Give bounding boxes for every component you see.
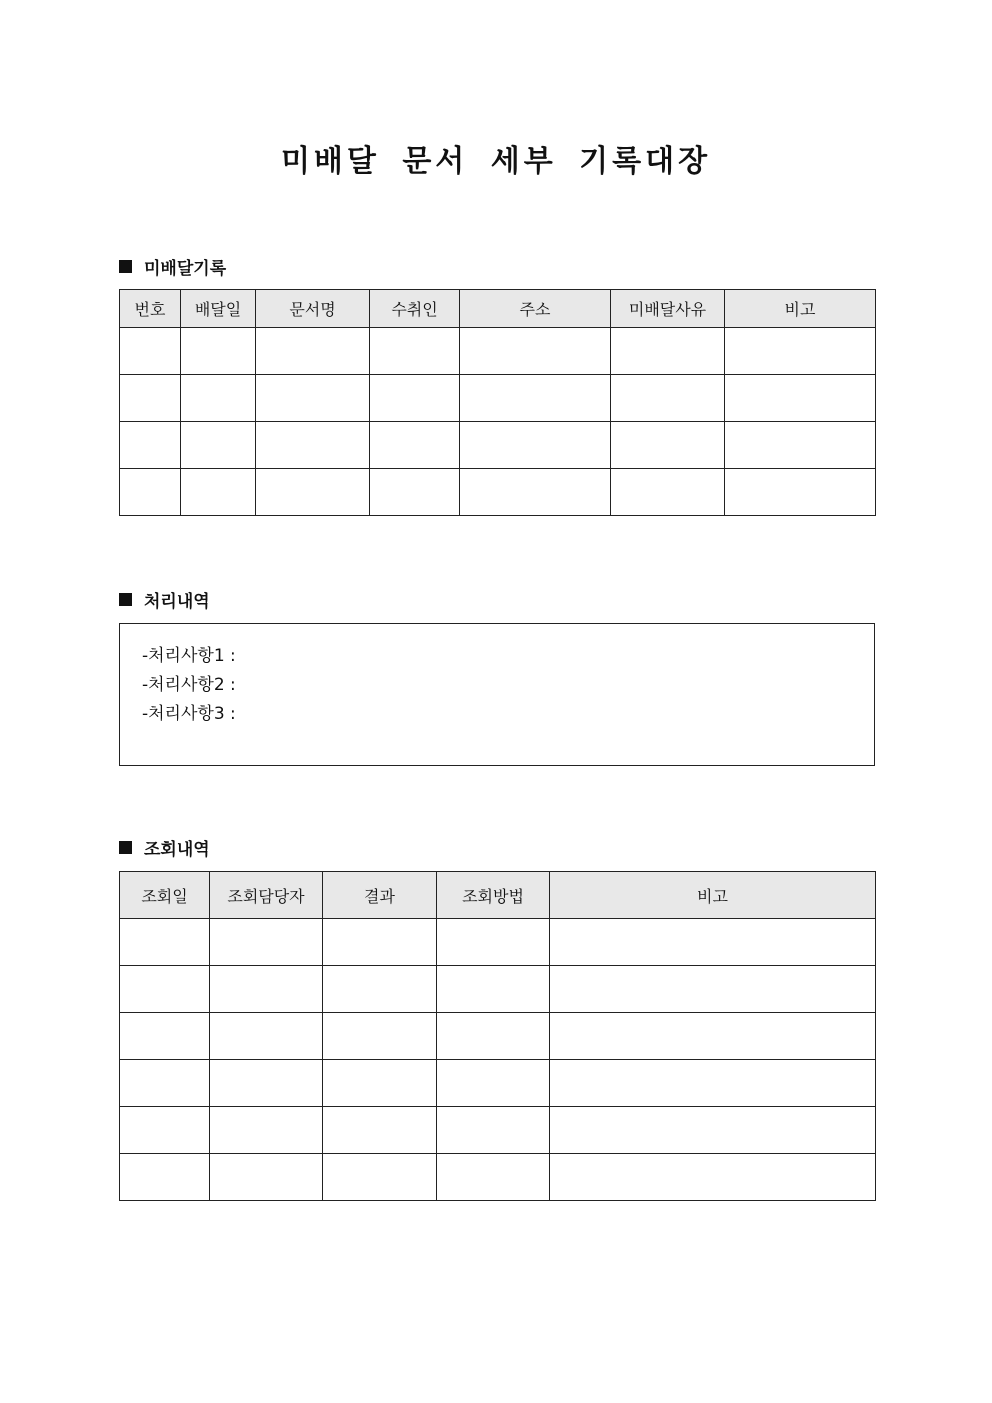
table-cell[interactable] xyxy=(550,1154,876,1201)
table-cell[interactable] xyxy=(460,422,611,469)
processing-item: -처리사항2 : xyxy=(142,675,236,695)
column-header: 비고 xyxy=(550,872,876,919)
table-cell[interactable] xyxy=(181,469,256,516)
table-cell[interactable] xyxy=(437,1060,550,1107)
section-heading-inquiry xyxy=(119,835,210,860)
column-header: 번호 xyxy=(120,290,181,328)
column-header: 주소 xyxy=(460,290,611,328)
table-cell[interactable] xyxy=(256,469,370,516)
table-cell[interactable] xyxy=(370,422,460,469)
table-row xyxy=(120,328,876,375)
column-header: 수취인 xyxy=(370,290,460,328)
table-cell[interactable] xyxy=(120,328,181,375)
table-cell[interactable] xyxy=(120,919,210,966)
table-cell[interactable] xyxy=(550,966,876,1013)
table-row xyxy=(120,422,876,469)
table-cell[interactable] xyxy=(550,919,876,966)
table-cell[interactable] xyxy=(181,375,256,422)
table-cell[interactable] xyxy=(725,422,876,469)
table-cell[interactable] xyxy=(323,1107,437,1154)
table-cell[interactable] xyxy=(181,422,256,469)
column-header: 조회일 xyxy=(120,872,210,919)
section-heading-undelivered xyxy=(119,254,226,279)
processing-box[interactable] xyxy=(119,623,875,766)
column-header: 문서명 xyxy=(256,290,370,328)
table-cell[interactable] xyxy=(210,1060,323,1107)
table-cell[interactable] xyxy=(120,375,181,422)
table-cell[interactable] xyxy=(256,328,370,375)
table-cell[interactable] xyxy=(120,422,181,469)
table-cell[interactable] xyxy=(120,966,210,1013)
table-cell[interactable] xyxy=(370,375,460,422)
table-cell[interactable] xyxy=(611,375,725,422)
column-header: 비고 xyxy=(725,290,876,328)
table-cell[interactable] xyxy=(725,469,876,516)
square-bullet-icon xyxy=(119,260,132,273)
table-cell[interactable] xyxy=(210,1107,323,1154)
table-cell[interactable] xyxy=(611,328,725,375)
table-cell[interactable] xyxy=(256,422,370,469)
table-cell[interactable] xyxy=(437,919,550,966)
table-cell[interactable] xyxy=(460,375,611,422)
table-header-row xyxy=(120,872,876,919)
table-cell[interactable] xyxy=(370,328,460,375)
table-cell[interactable] xyxy=(210,966,323,1013)
table-cell[interactable] xyxy=(120,1013,210,1060)
table-cell[interactable] xyxy=(323,1060,437,1107)
table-row xyxy=(120,919,876,966)
table-cell[interactable] xyxy=(323,1154,437,1201)
table-cell[interactable] xyxy=(611,422,725,469)
table-cell[interactable] xyxy=(437,1013,550,1060)
table-cell[interactable] xyxy=(550,1013,876,1060)
table-cell[interactable] xyxy=(323,919,437,966)
document-title: 미배달 문서 세부 기록대장 xyxy=(280,144,712,179)
table-cell[interactable] xyxy=(323,1013,437,1060)
square-bullet-icon xyxy=(119,593,132,606)
table-cell[interactable] xyxy=(460,469,611,516)
table-cell[interactable] xyxy=(256,375,370,422)
inquiry-table xyxy=(119,871,876,1201)
column-header: 배달일 xyxy=(181,290,256,328)
table-row xyxy=(120,469,876,516)
table-row xyxy=(120,966,876,1013)
table-row xyxy=(120,1060,876,1107)
table-cell[interactable] xyxy=(437,1107,550,1154)
table-row xyxy=(120,1107,876,1154)
table-cell[interactable] xyxy=(323,966,437,1013)
table-cell[interactable] xyxy=(210,1154,323,1201)
table-cell[interactable] xyxy=(725,375,876,422)
square-bullet-icon xyxy=(119,841,132,854)
section-heading-processing xyxy=(119,587,210,612)
table-cell[interactable] xyxy=(120,1107,210,1154)
table-cell[interactable] xyxy=(437,966,550,1013)
table-header-row xyxy=(120,290,876,328)
column-header: 조회방법 xyxy=(437,872,550,919)
column-header: 조회담당자 xyxy=(210,872,323,919)
section-heading-text: 처리내역 xyxy=(144,592,210,612)
table-cell[interactable] xyxy=(611,469,725,516)
table-cell[interactable] xyxy=(725,328,876,375)
table-cell[interactable] xyxy=(120,469,181,516)
processing-item: -처리사항3 : xyxy=(142,704,236,724)
column-header: 결과 xyxy=(323,872,437,919)
section-heading-text: 조회내역 xyxy=(144,840,210,860)
table-cell[interactable] xyxy=(120,1154,210,1201)
table-cell[interactable] xyxy=(370,469,460,516)
table-row xyxy=(120,1013,876,1060)
undelivered-table xyxy=(119,289,876,516)
section-heading-text: 미배달기록 xyxy=(144,259,227,279)
processing-item: -처리사항1 : xyxy=(142,646,236,666)
table-cell[interactable] xyxy=(550,1060,876,1107)
processing-list xyxy=(120,624,874,729)
table-cell[interactable] xyxy=(550,1107,876,1154)
table-cell[interactable] xyxy=(181,328,256,375)
table-cell[interactable] xyxy=(460,328,611,375)
table-cell[interactable] xyxy=(210,919,323,966)
column-header: 미배달사유 xyxy=(611,290,725,328)
table-row xyxy=(120,375,876,422)
table-cell[interactable] xyxy=(120,1060,210,1107)
table-row xyxy=(120,1154,876,1201)
table-cell[interactable] xyxy=(437,1154,550,1201)
table-cell[interactable] xyxy=(210,1013,323,1060)
